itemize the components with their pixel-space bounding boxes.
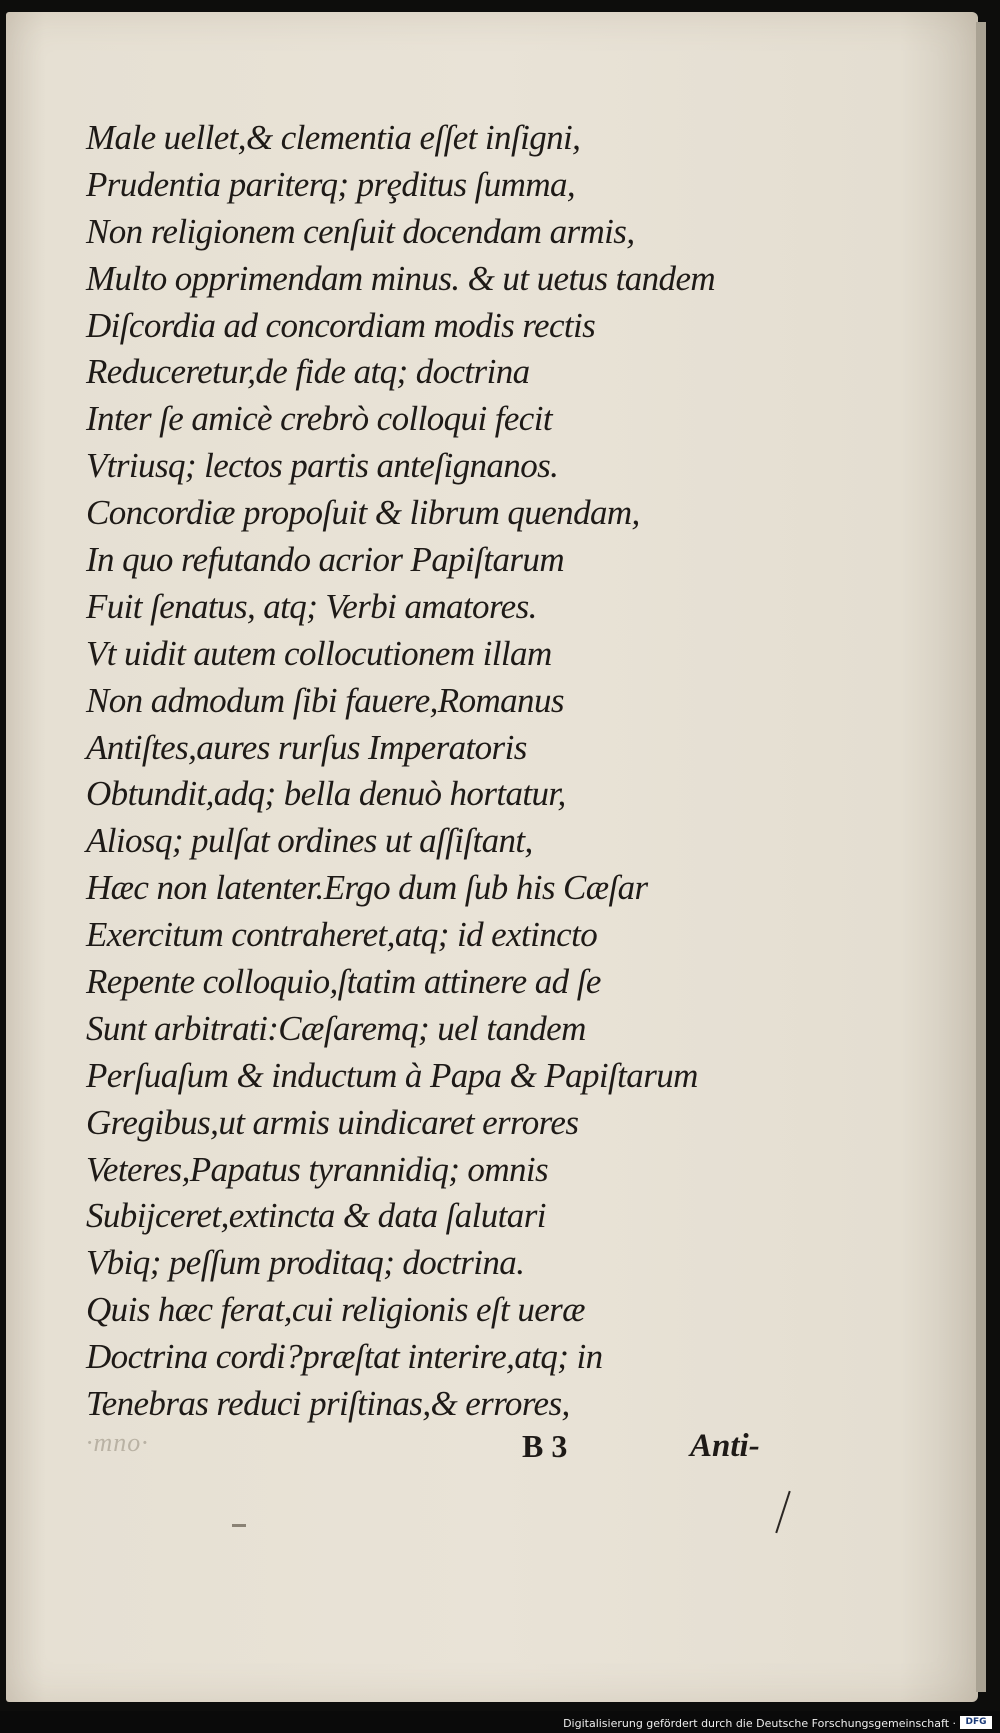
verse-line: Aliosq; pulſat ordines ut aſſiſtant, — [86, 821, 533, 861]
verse-line: Quis hæc ferat,cui religionis eſt ueræ — [86, 1290, 585, 1330]
verse-line: Fuit ſenatus, atq; Verbi amatores. — [86, 586, 537, 626]
verse-line: Vtriusq; lectos partis anteſignanos. — [86, 446, 559, 486]
verse-line: Vbiq; peſſum proditaq; doctrina. — [86, 1243, 525, 1283]
verse-line: Gregibus,ut armis uindicaret errores — [86, 1102, 579, 1142]
show-through-text: ·mno· — [86, 1428, 149, 1457]
ink-dash — [232, 1524, 246, 1527]
verse-line: Inter ſe amicè crebrò colloqui fecit — [86, 399, 552, 439]
dfg-logo: DFG — [960, 1716, 992, 1729]
verse-line: Tenebras reduci priſtinas,& errores, — [86, 1384, 570, 1424]
verse-line: Subijceret,extincta & data ſalutari — [86, 1196, 546, 1236]
page-edge — [976, 22, 986, 1692]
verse-line: Non admodum ſibi fauere,Romanus — [86, 680, 564, 720]
verse-line: In quo refutando acrior Papiſtarum — [86, 540, 565, 580]
catchword: Anti- — [690, 1428, 760, 1464]
verse-line: Antiſtes,aures rurſus Imperatoris — [86, 727, 527, 767]
verse-line: Veteres,Papatus tyrannidiq; omnis — [86, 1149, 549, 1189]
footer-bar — [0, 1711, 1000, 1733]
verse-line: Obtundit,adq; bella denuò hortatur, — [86, 774, 566, 814]
verse-line: Multo opprimendam minus. & ut uetus tandem — [86, 258, 716, 298]
verse-line: Concordiæ propoſuit & librum quendam, — [86, 493, 640, 533]
verse-line: Reduceretur,de fide atq; doctrina — [86, 352, 530, 392]
verse-line: Sunt arbitrati:Cæſaremq; uel tandem — [86, 1008, 586, 1048]
verse-line: Hæc non latenter.Ergo dum ſub his Cæſar — [86, 868, 648, 908]
verse-line: Doctrina cordi?præſtat interire,atq; in — [86, 1337, 603, 1377]
verse-line: Non religionem cenſuit docendam armis, — [86, 211, 635, 251]
signature-mark: B 3 — [522, 1428, 568, 1464]
verse-line: Male uellet,& clementia eſſet inſigni, — [86, 118, 581, 157]
funding-credit: Digitalisierung gefördert durch die Deutsche Forschungsgemeinschaft · — [563, 1717, 956, 1730]
verse-text — [86, 115, 786, 1428]
verse-line: Vt uidit autem collocutionem illam — [86, 633, 552, 673]
verse-line: Exercitum contraheret,atq; id extincto — [86, 915, 598, 955]
verse-line: Prudentia pariterq; prȩditus ſumma, — [86, 164, 576, 204]
verse-line: Perſuaſum & inductum à Papa & Papiſtarum — [86, 1055, 698, 1095]
verse-line: Repente colloquio,ſtatim attinere ad ſe — [86, 962, 601, 1002]
verse-line: Diſcordia ad concordiam modis rectis — [86, 305, 596, 345]
